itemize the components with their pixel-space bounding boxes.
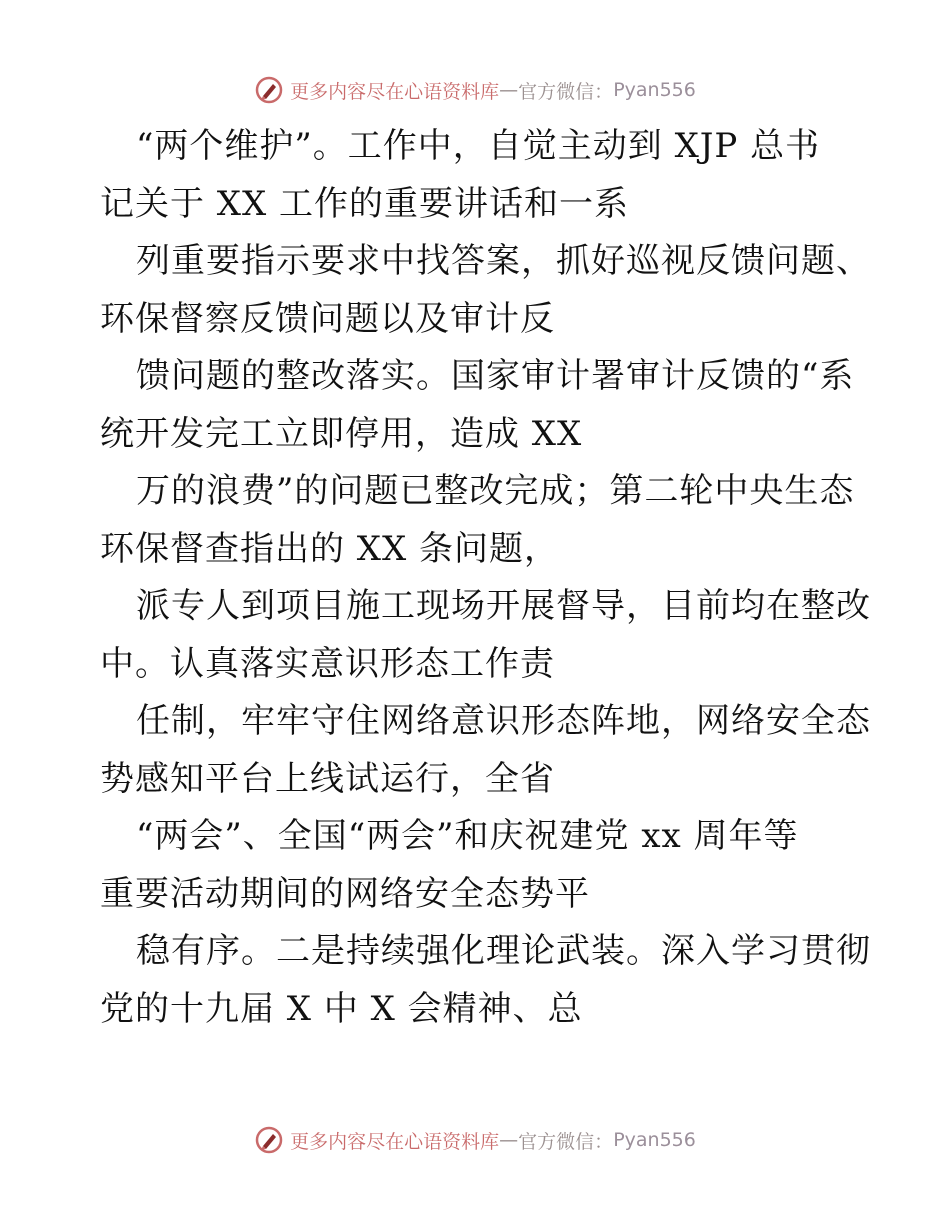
pen-circle-icon xyxy=(254,75,284,105)
text-line: 稳有序。二是持续强化理论武装。深入学习贯彻 xyxy=(136,931,871,971)
text-line: “两个维护”。工作中，自觉主动到 XJP 总书 xyxy=(136,126,821,166)
text-line: 环保督察反馈问题以及审计反 xyxy=(100,298,555,339)
footer-watermark xyxy=(0,1120,950,1160)
text-line: 重要活动期间的网络安全态势平 xyxy=(100,873,590,914)
watermark-account: Pyan556 xyxy=(613,79,696,101)
text-line: 任制，牢牢守住网络意识形态阵地，网络安全态 xyxy=(136,701,871,741)
header-watermark xyxy=(0,70,950,110)
watermark-dash: — xyxy=(499,1129,519,1151)
text-line: 党的十九届 X 中 X 会精神、总 xyxy=(100,988,583,1029)
document-body xyxy=(100,118,871,1038)
text-line: 派专人到项目施工现场开展督导，目前均在整改 xyxy=(136,586,871,626)
pen-circle-icon xyxy=(254,1125,284,1155)
text-line: 中。认真落实意识形态工作责 xyxy=(100,643,555,684)
text-line: 环保督查指出的 XX 条问题， xyxy=(100,528,560,569)
watermark-main-text: 更多内容尽在心语资料库 xyxy=(290,1130,500,1153)
watermark-official-label: 官方微信： xyxy=(518,80,614,103)
watermark-account: Pyan556 xyxy=(613,1129,696,1151)
watermark-official-label: 官方微信： xyxy=(518,1130,614,1153)
text-line: 势感知平台上线试运行，全省 xyxy=(100,758,555,799)
watermark-dash: — xyxy=(499,79,519,101)
text-line: 列重要指示要求中找答案，抓好巡视反馈问题、 xyxy=(136,241,871,281)
text-line: 记关于 XX 工作的重要讲话和一系 xyxy=(100,183,630,224)
watermark-main-text: 更多内容尽在心语资料库 xyxy=(290,80,500,103)
text-line: 万的浪费”的问题已整改完成；第二轮中央生态 xyxy=(136,471,855,511)
text-line: 馈问题的整改落实。国家审计署审计反馈的“系 xyxy=(136,356,855,396)
text-line: “两会”、全国“两会”和庆祝建党 xx 周年等 xyxy=(136,816,799,856)
text-line: 统开发完工立即停用，造成 XX xyxy=(100,413,583,454)
